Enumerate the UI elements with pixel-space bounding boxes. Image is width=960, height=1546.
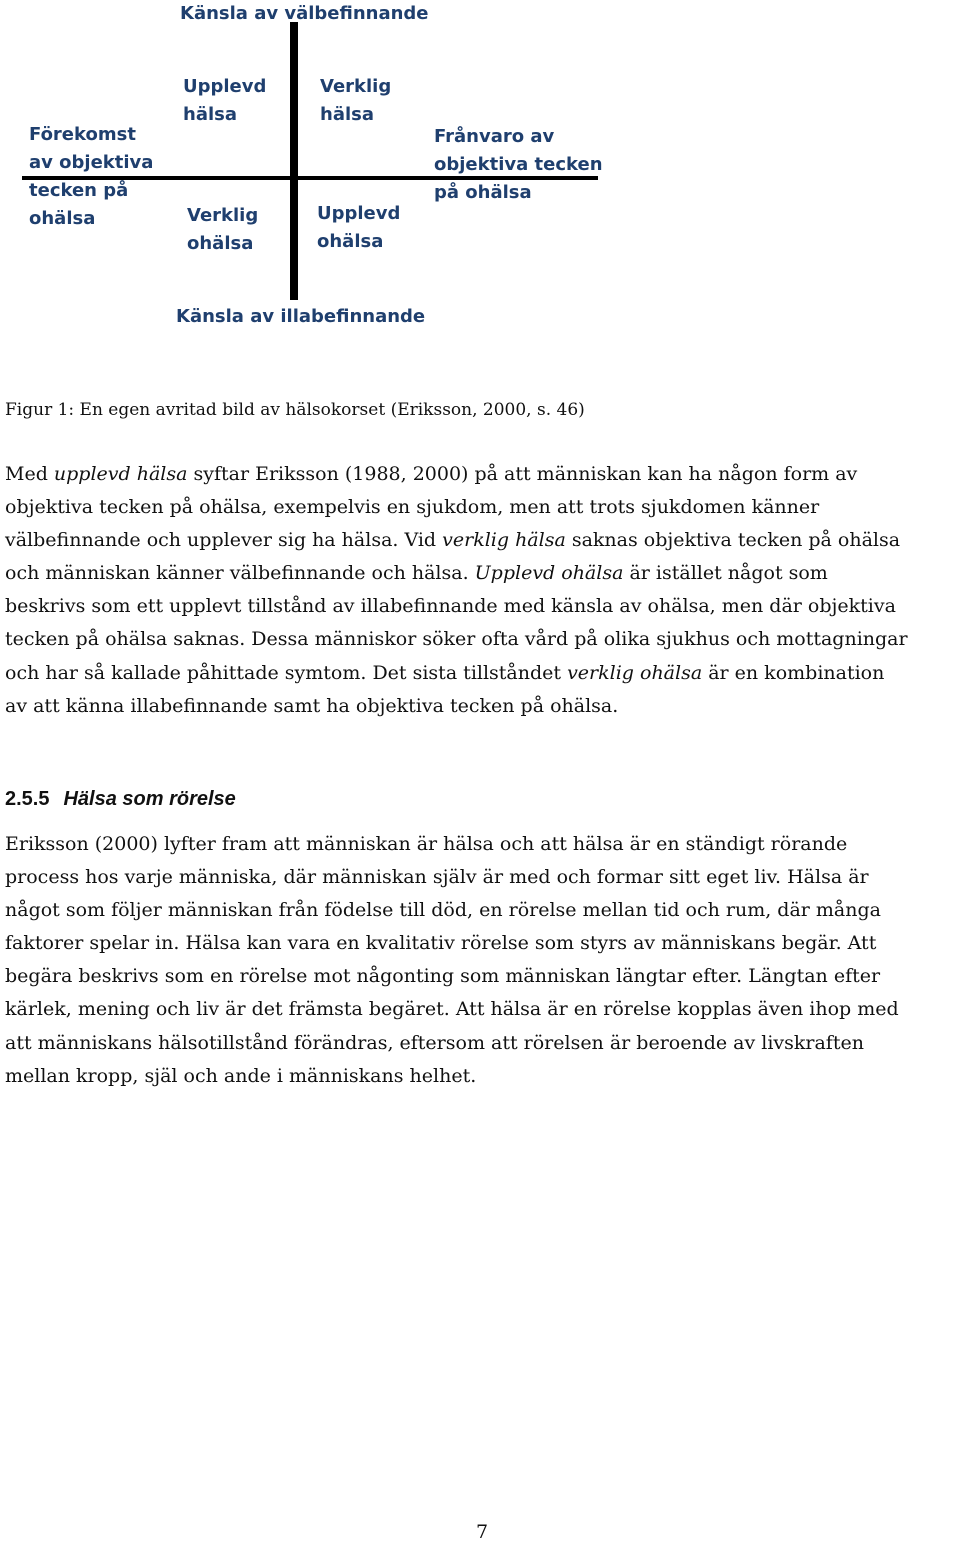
quadrant-verklig-halsa: Verklig hälsa: [320, 76, 392, 125]
figure-caption: Figur 1: En egen avritad bild av hälsokorset (Eriksson, 2000, s. 46): [5, 400, 585, 420]
bottom-axis-label: Känsla av illabefinnande: [176, 306, 426, 327]
section-title: Hälsa som rörelse: [63, 788, 236, 810]
paragraph-health-movement: [5, 828, 955, 1093]
paragraph-line: och har så kallade påhittade symtom. Det sista tillståndet verklig ohälsa är en kombination: [5, 661, 885, 684]
paragraph-line: mellan kropp, själ och ande i människans helhet.: [5, 1064, 477, 1087]
paragraph-line: av att känna illabefinnande samt ha objektiva tecken på ohälsa.: [5, 694, 619, 717]
paragraph-line: att människans hälsotillstånd förändras, eftersom att rörelsen är beroende av livskraften: [5, 1031, 864, 1054]
paragraph-line: och människan känner välbefinnande och hälsa. Upplevd ohälsa är istället något som: [5, 562, 828, 585]
quadrant-upplevd-halsa: Upplevd hälsa: [183, 76, 267, 125]
top-axis-label: Känsla av välbefinnande: [180, 3, 429, 24]
health-cross-diagram: [0, 0, 960, 340]
quadrant-upplevd-ohalsa: Upplevd ohälsa: [317, 203, 401, 252]
paragraph-line: faktorer spelar in. Hälsa kan vara en kvalitativ rörelse som styrs av människans begär. Att: [5, 932, 877, 955]
paragraph-health-quadrants: [5, 458, 955, 723]
paragraph-line: beskrivs som ett upplevt tillstånd av illabefinnande med känsla av ohälsa, men där objektiva: [5, 595, 896, 618]
vertical-axis: [290, 22, 298, 300]
right-axis-label: Frånvaro av objektiva tecken på ohälsa: [434, 126, 603, 203]
paragraph-line: begära beskrivs som en rörelse mot någonting som människan längtar efter. Längtan efter: [5, 965, 881, 988]
page-number: 7: [476, 1521, 489, 1543]
paragraph-line: tecken på ohälsa saknas. Dessa människor söker ofta vård på olika sjukhus och mottagningar: [5, 628, 908, 651]
paragraph-line: objektiva tecken på ohälsa, exempelvis en sjukdom, men att trots sjukdomen känner: [5, 496, 820, 519]
left-axis-label: Förekomst av objektiva tecken på ohälsa: [29, 124, 154, 229]
paragraph-line: välbefinnande och upplever sig ha hälsa. Vid verklig hälsa saknas objektiva tecken på ohälsa: [5, 529, 901, 552]
paragraph-line: Med upplevd hälsa syftar Eriksson (1988, 2000) på att människan kan ha någon form av: [5, 463, 858, 485]
paragraph-line: process hos varje människa, där människan själv är med och formar sitt eget liv. Hälsa är: [5, 866, 869, 889]
quadrant-verklig-ohalsa: Verklig ohälsa: [187, 205, 259, 254]
paragraph-line: något som följer människan från födelse till död, en rörelse mellan tid och rum, där många: [5, 899, 881, 922]
section-heading: [5, 784, 236, 814]
paragraph-line: Eriksson (2000) lyfter fram att människan är hälsa och att hälsa är en ständigt rörande: [5, 833, 848, 855]
section-number: 2.5.5: [5, 788, 50, 810]
paragraph-line: kärlek, mening och liv är det främsta begäret. Att hälsa är en rörelse kopplas även ihop med: [5, 998, 899, 1021]
